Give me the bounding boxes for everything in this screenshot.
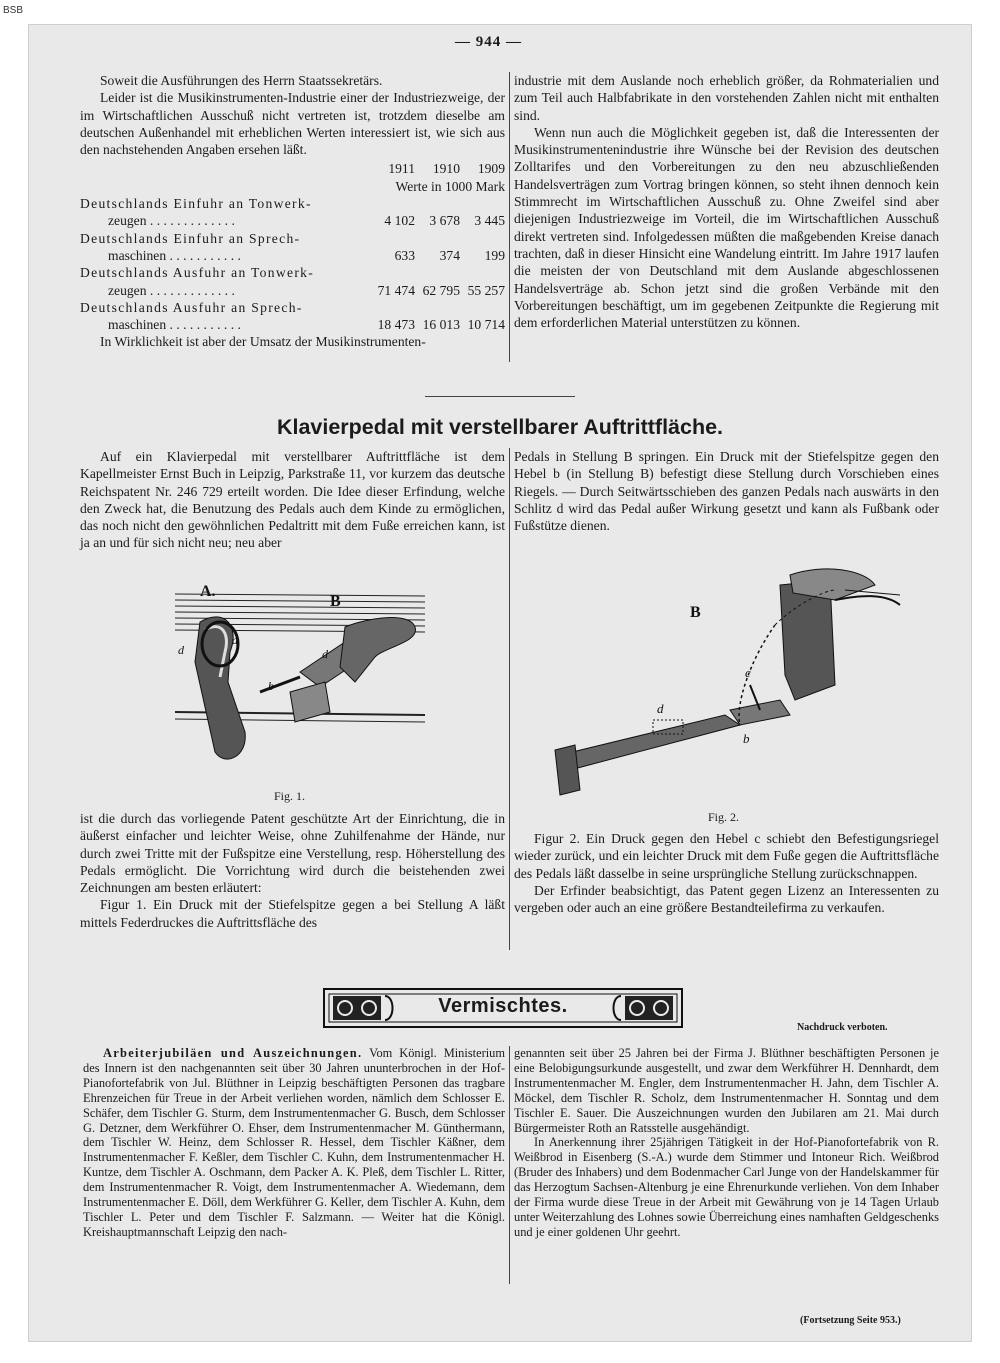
value-cell: 16 013 (422, 317, 460, 333)
paragraph: Vom Königl. Ministerium des Innern ist den nachgenannten seit über 30 Jahren ununterbrochen in der Hof-Pianofortefabrik von Jul. Blüthner in Leipzig beschäftigten Personen das tragbare Ehrenzeichen für Treue in der Arbeit verliehen worden, nämlich dem Schlosser E. Schäfer, dem Tischler G. Sturm, dem Instrumentenmacher G. Busch, dem Schlosser G. Detzner, dem Werkführer O. Ehser, dem Instrumentenmacher M. Günthermann, dem Tischler W. Heinz, dem Schlosser R. Hessel, dem Tischler Käßner, dem Instrumentenmacher F. Keßler, dem Tischler C. Kuhn, dem Instrumentenmacher H. Kuntze, dem Tischler A. Oschmann, dem Packer A. K. Pleß, dem Tischler L. Ritter, dem Instrumentenmacher R. Voigt, dem Instrumentenmacher A. Wiedemann, dem Instrumentenmacher E. Döll, dem Werkführer G. Keller, dem Tischler A. Kuhn, dem Tischler L. Peter und dem Tischler F. Salzmann. — Weiter hat die Königl. Kreishauptmannschaft Leipzig den nach- (83, 1046, 505, 1239)
value-cell: 62 795 (422, 282, 460, 298)
row-label: Deutschlands Ausfuhr an Sprech- (80, 299, 303, 315)
figure-1-caption: Fig. 1. (274, 789, 306, 803)
article-left-continuation (80, 810, 505, 931)
row-label: Deutschlands Einfuhr an Tonwerk- (80, 196, 312, 212)
row-label: zeugen (108, 213, 147, 229)
column-divider (509, 72, 510, 362)
figure-2-label-b: b (743, 731, 750, 746)
year-header: 1910 (432, 161, 460, 177)
continued-notice: (Fortsetzung Seite 953.) (800, 1315, 901, 1326)
figure-1-pedal-illustration (170, 582, 435, 787)
paragraph: Wenn nun auch die Möglichkeit gegeben ist, daß die Interessenten der Musikinstrumentenindustrie ihre Wünsche bei der Revision des deutschen Zolltarifes und den Vorbereitungen zu den neu abzuschließenden Handelsverträgen zum Vortrag bringen können, so steht ihnen dennoch kein Stimmrecht im Wirtschaftlichen Ausschuß zu. Ohne Zweifel sind aber diejenigen Industriezweige im Vorteil, die im Wirtschaftlichen Ausschuß direkt vertreten sind. Infolgedessen müßten die maßgebenden Kreise danach trachten, daß in dieser Hinsicht eine Wandelung eintritt. Im Jahre 1917 laufen die meisten der von Deutschland mit dem Auslande abgeschlossenen Handelsverträge ab. Schon jetzt sind die großen Verbände mit den Vorbereitungen beschäftigt, um im gegebenen Zeitpunkte die Regierung mit dem erforderlichen Material unterstützen zu können. (514, 124, 939, 331)
figure-2-caption: Fig. 2. (708, 810, 740, 824)
paragraph: Der Erfinder beabsichtigt, das Patent gegen Lizenz an Interessenten zu vergeben oder auch an eine größere Bestandteilefirma zu verkaufen. (514, 882, 939, 916)
section1-left-column (80, 72, 505, 351)
paragraph: industrie mit dem Auslande noch erheblich größer, da Rohmaterialien und zum Teil auch Halbfabrikate in den vorstehenden Zahlen nicht mit enthalten sind. (514, 73, 939, 123)
paragraph: ist die durch das vorliegende Patent geschützte Art der Einrichtung, die in äußerst einfacher und leichter Weise, ohne Zuhilfenahme der Hände, nur durch zwei Tritte mit der Fußspitze eine Verstellung, resp. Höherstellung des Pedals ermöglicht. Die Vorrichtung wird durch die beistehenden zwei Zeichnungen am besten erläutert: (80, 811, 505, 896)
library-stamp: BSB (3, 5, 24, 16)
section-divider (425, 396, 575, 397)
figure-2-label-B: B (690, 604, 701, 621)
year-header: 1909 (477, 161, 505, 177)
value-cell: 71 474 (377, 282, 415, 298)
paragraph: Figur 2. Ein Druck gegen den Hebel c schiebt den Befestigungsriegel wieder zurück, und ein leichter Druck mit dem Fuße gegen die Auftrittsfläche des Pedals läßt dasselbe in seine ursprüngliche Stellung zurückschnappen. (514, 831, 939, 881)
row-label: maschinen (108, 247, 167, 263)
section-heading: Arbeiterjubiläen und Auszeichnungen. (103, 1046, 363, 1060)
figure-1-label-B: B (330, 593, 341, 610)
value-cell: 4 102 (384, 213, 415, 229)
reprint-notice: Nachdruck verboten. (797, 1022, 888, 1033)
trade-statistics-table: 1911 1910 1909 Werte in 1000 Mark Deutschlands Einfuhr an Tonwerk- zeugen . . . . . . . . . . . . . 4 102 3 678 3 445 Deutschlands Einfuhr an Sprech- maschinen . . . . . . . . . . . 633 374 199 Deutschlands Ausfuhr an Tonwerk- zeugen . . . . . . . . . . . . . 71 474 62 795 55 257 Deutschlands Ausfuhr an Sprech- maschinen . . . . . . . . . . . 18 473 16 013 10 714 (80, 161, 505, 333)
paragraph: genannten seit über 25 Jahren bei der Firma J. Blüthner beschäftigten Personen je eine Belobigungsurkunde ausgestellt, und zwar dem Werkführer H. Dennhardt, dem Instrumentenmacher M. Engler, dem Instrumentenmacher H. Jahn, dem Tischler A. Möckel, dem Tischler R. Scholz, dem Instrumentenmacher H. Sonntag und dem Tischler E. Sauer. Die Auszeichnungen wurden den Jubilaren am 21. Mai durch Bürgermeister Roth an Ratsstelle ausgehändigt. (514, 1046, 939, 1135)
figure-1-label-A: A. (200, 583, 216, 600)
vermischtes-right-column (514, 1046, 939, 1240)
paragraph: Pedals in Stellung B springen. Ein Druck mit der Stiefelspitze gegen den Hebel b (in Stellung B) befestigt diese Stellung durch Vorschieben eines Riegels. — Durch Seitwärtsschieben des ganzen Pedals nach auswärts in den Schlitz d wird das Pedal außer Wirkung gesetzt und kann als Fußbank oder Fußstütze dienen. (514, 449, 939, 534)
figure-2-label-c: c (745, 665, 751, 680)
vermischtes-left-column (83, 1046, 505, 1240)
value-cell: 199 (484, 247, 505, 263)
vermischtes-banner (323, 988, 683, 1028)
paragraph: Auf ein Klavierpedal mit verstellbarer Auftrittfläche ist dem Kapellmeister Ernst Buch in Leipzig, Parkstraße 11, vor kurzem das deutsche Reichspatent Nr. 246 729 erteilt worden. Die Idee dieser Erfindung, welche den Zweck hat, die Benutzung des Pedals auch dem Kinde zu ermöglichen, das noch nicht den gewöhnlichen Pedaltritt mit dem Fuße erreichen kann, ist ja an und für sich nicht neu; neu aber (80, 449, 505, 551)
row-label: zeugen (108, 282, 147, 298)
value-cell: 18 473 (377, 317, 415, 333)
row-label: Deutschlands Einfuhr an Sprech- (80, 230, 301, 246)
article-right-intro (514, 448, 939, 534)
year-header: 1911 (388, 161, 415, 177)
value-cell: 633 (394, 247, 415, 263)
value-cell: 374 (439, 247, 460, 263)
figure-2-pedal-illustration (535, 565, 920, 810)
page-number: — 944 — (455, 34, 522, 50)
value-cell: 10 714 (467, 317, 505, 333)
value-cell: 3 445 (474, 213, 505, 229)
paragraph: Leider ist die Musikinstrumenten-Industrie einer der Industriezweige, der im Wirtschaftlichen Ausschuß nicht vertreten ist, trotzdem dieselbe am deutschen Außenhandel mit erheblichen Werten interessiert ist, wie sich aus den nachstehenden Angaben ersehen läßt. (80, 90, 505, 158)
section1-right-column (514, 72, 939, 331)
value-cell: 55 257 (467, 282, 505, 298)
figure-1-label-a: a (232, 633, 238, 647)
paragraph: Figur 1. Ein Druck mit der Stiefelspitze gegen a bei Stellung A läßt mittels Federdruckes die Auftrittsfläche des (80, 897, 505, 930)
article-right-continuation (514, 830, 939, 916)
article-left-intro (80, 448, 505, 552)
paragraph: In Anerkennung ihrer 25jährigen Tätigkeit in der Hof-Pianofortefabrik von R. Weißbrod in Eisenberg (S.-A.) wurde dem Stimmer und Intoneur Rich. Weißbrod (Bruder des Inhabers) und dem Bodenmacher Carl Junge von der Handelskammer für das Herzogtum Sachsen-Altenburg je eine Ehrenurkunde verliehen. Von dem Inhaber der Firma wurde diese Treue in der Arbeit mit Gewährung von je 14 Tagen Urlaub unter Weiterzahlung des Lohnes sowie Überreichung eines namhaften Geldgeschenks und je einer goldenen Uhr geehrt. (514, 1135, 939, 1239)
vermischtes-title: Vermischtes. (438, 995, 568, 1017)
value-cell: 3 678 (429, 213, 460, 229)
column-divider (509, 1046, 510, 1284)
figure-2-label-d: d (657, 701, 664, 716)
row-label: maschinen (108, 317, 167, 333)
figure-1-label-d: d (322, 647, 328, 661)
column-divider (509, 448, 510, 950)
figure-1-label-b: b (268, 679, 274, 693)
paragraph: Soweit die Ausführungen des Herrn Staatssekretärs. (100, 73, 383, 88)
figure-1-label-d: d (178, 643, 184, 657)
unit-header: Werte in 1000 Mark (395, 178, 505, 194)
paragraph: In Wirklichkeit ist aber der Umsatz der Musikinstrumenten- (100, 334, 426, 350)
row-label: Deutschlands Ausfuhr an Tonwerk- (80, 265, 315, 281)
article-title: Klavierpedal mit verstellbarer Auftrittfläche. (276, 415, 724, 439)
